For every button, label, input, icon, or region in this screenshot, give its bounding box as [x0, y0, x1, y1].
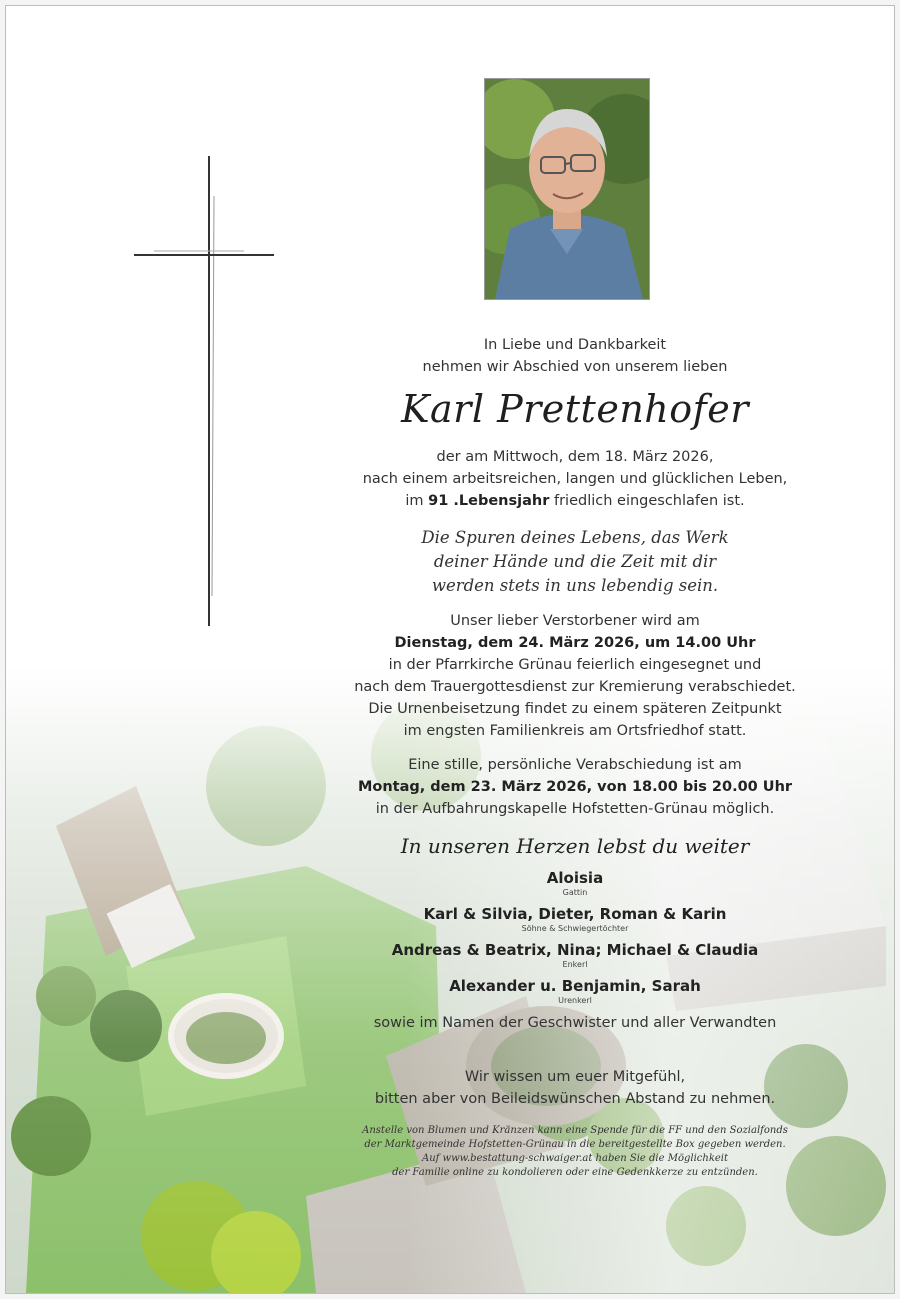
mourner-names: Alexander u. Benjamin, Sarah — [449, 977, 701, 995]
mourner-entry — [336, 904, 814, 934]
funeral-date — [336, 632, 814, 654]
portrait-photo — [484, 78, 650, 300]
mourner-entry — [336, 976, 814, 1006]
mourner-names: Karl & Silvia, Dieter, Roman & Karin — [423, 905, 727, 923]
farewell-line: in der Aufbahrungskapelle Hofstetten-Grünau möglich. — [375, 801, 775, 817]
donation-line: der Marktgemeinde Hofstetten-Grünau in die bereitgestellte Box gegeben werden. — [364, 1139, 786, 1150]
donation-line: Auf www.bestattung-schwaiger.at haben Sie die Möglichkeit — [421, 1153, 729, 1164]
memorial-heading: In unseren Herzen lebst du weiter — [400, 834, 750, 858]
death-age-line — [336, 490, 814, 512]
poem-line: Die Spuren deines Lebens, das Werk — [421, 528, 729, 547]
intro-line: nehmen wir Abschied von unserem lieben — [422, 359, 728, 375]
intro-line: In Liebe und Dankbarkeit — [483, 337, 667, 353]
mourner-role: Urenkerl — [558, 996, 592, 1005]
funeral-line: im engsten Familienkreis am Ortsfriedhof statt. — [403, 723, 747, 739]
donation-line: Anstelle von Blumen und Kränzen kann eine Spende für die FF und den Sozialfonds — [362, 1125, 788, 1136]
sympathy-line: Wir wissen um euer Mitgefühl, — [464, 1069, 686, 1085]
sympathy-line: bitten aber von Beileidswünschen Abstand zu nehmen. — [374, 1091, 776, 1107]
farewell-date-text: Montag, dem 23. März 2026, von 18.00 bis 20.00 Uhr — [357, 779, 793, 795]
age-suffix: friedlich eingeschlafen ist. — [553, 493, 745, 509]
mourner-names: Andreas & Beatrix, Nina; Michael & Claudia — [391, 941, 759, 959]
farewell-date — [336, 776, 814, 798]
funeral-line: Die Urnenbeisetzung findet zu einem späteren Zeitpunkt — [368, 701, 782, 717]
mourner-role: Söhne & Schwiegertöchter — [521, 924, 629, 933]
farewell-line: Eine stille, persönliche Verabschiedung ist am — [408, 757, 742, 773]
death-life-line: nach einem arbeitsreichen, langen und glücklichen Leben, — [362, 471, 788, 487]
relatives-line: sowie im Namen der Geschwister und aller Verwandten — [373, 1015, 777, 1031]
mourner-role: Enkerl — [562, 960, 588, 969]
funeral-line: nach dem Trauergottesdienst zur Kremierung verabschiedet. — [354, 679, 796, 695]
death-date-line: der am Mittwoch, dem 18. März 2026, — [436, 449, 714, 465]
deceased-name: Karl Prettenhofer — [401, 387, 749, 431]
poem-line: deiner Hände und die Zeit mit dir — [433, 552, 717, 571]
funeral-line: in der Pfarrkirche Grünau feierlich eingesegnet und — [388, 657, 762, 673]
age-value: 91 .Lebensjahr — [428, 493, 550, 509]
obituary-card — [5, 5, 895, 1294]
mourner-role: Gattin — [562, 888, 588, 897]
funeral-line: Unser lieber Verstorbener wird am — [450, 613, 700, 629]
obituary-text — [336, 334, 814, 1180]
mourner-entry — [336, 940, 814, 970]
mourner-entry — [336, 868, 814, 898]
funeral-date-text: Dienstag, dem 24. März 2026, um 14.00 Uhr — [394, 635, 756, 651]
poem-line: werden stets in uns lebendig sein. — [431, 576, 719, 595]
cross-icon — [134, 156, 279, 631]
donation-line: der Familie online zu kondolieren oder eine Gedenkkerze zu entzünden. — [392, 1167, 758, 1178]
mourner-names: Aloisia — [546, 869, 604, 887]
memorial-poem — [336, 526, 814, 598]
age-prefix: im — [405, 493, 424, 509]
